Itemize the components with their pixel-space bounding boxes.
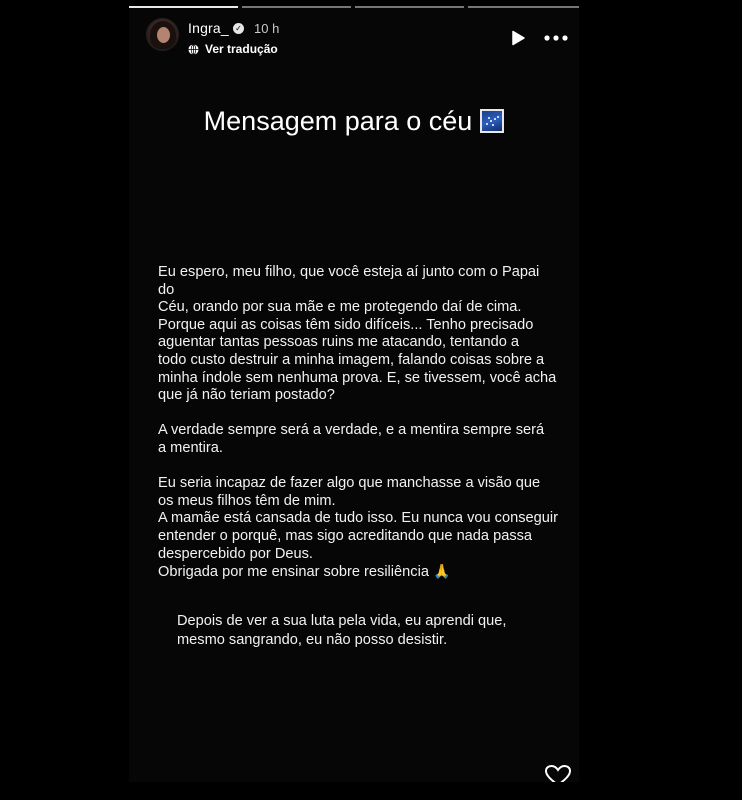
- story-title-text: Mensagem para o céu: [203, 106, 473, 136]
- avatar[interactable]: [146, 18, 179, 51]
- folded-hands-emoji: 🙏: [433, 563, 451, 580]
- message-paragraph: Obrigada por me ensinar sobre resiliência: [158, 564, 429, 581]
- see-translation-link[interactable]: Ver tradução: [205, 42, 278, 56]
- more-options-icon[interactable]: [543, 29, 569, 47]
- play-icon[interactable]: [509, 29, 527, 47]
- progress-segment: [468, 6, 579, 8]
- message-paragraph: Eu espero, meu filho, que você esteja aí junto com o Papai do Céu, orando por sua mãe e me protegendo daí de cima. Porque aqui as coisas têm sido difíceis... Tenho precisado aguentar tantas pessoas ruins me atacando, tentando a todo custo destruir a minha imagem, falando coisas sobre a minha índole sem nenhuma prova. E, se tivessem, você acha que já não teriam postado?: [158, 264, 557, 404]
- translate-row[interactable]: [188, 41, 278, 57]
- message-paragraph: A verdade sempre será a verdade, e a mentira sempre será a mentira.: [158, 422, 545, 456]
- message-paragraph: Eu seria incapaz de fazer algo que manchasse a visão que os meus filhos têm de mim. A mamãe está cansada de tudo isso. Eu nunca vou conseguir entender o porquê, mas sigo acreditando que nada passa despercebido por Deus.: [158, 475, 558, 562]
- story-quote: Depois de ver a sua luta pela vida, eu aprendi que, mesmo sangrando, eu não posso desistir.: [177, 613, 507, 648]
- story-viewer: [129, 6, 579, 782]
- story-timestamp: 10 h: [254, 21, 280, 36]
- progress-segment: [242, 6, 351, 8]
- story-title: [129, 106, 579, 137]
- globe-icon: [188, 44, 199, 55]
- story-message: [158, 264, 558, 582]
- story-progress-bar: [129, 6, 579, 9]
- verified-badge-icon: ✓: [233, 23, 244, 34]
- progress-segment: [355, 6, 464, 8]
- username-link[interactable]: Ingra_: [188, 20, 229, 36]
- night-sky-emoji-icon: [480, 109, 504, 133]
- heart-icon[interactable]: [544, 764, 572, 782]
- progress-segment: [129, 6, 238, 8]
